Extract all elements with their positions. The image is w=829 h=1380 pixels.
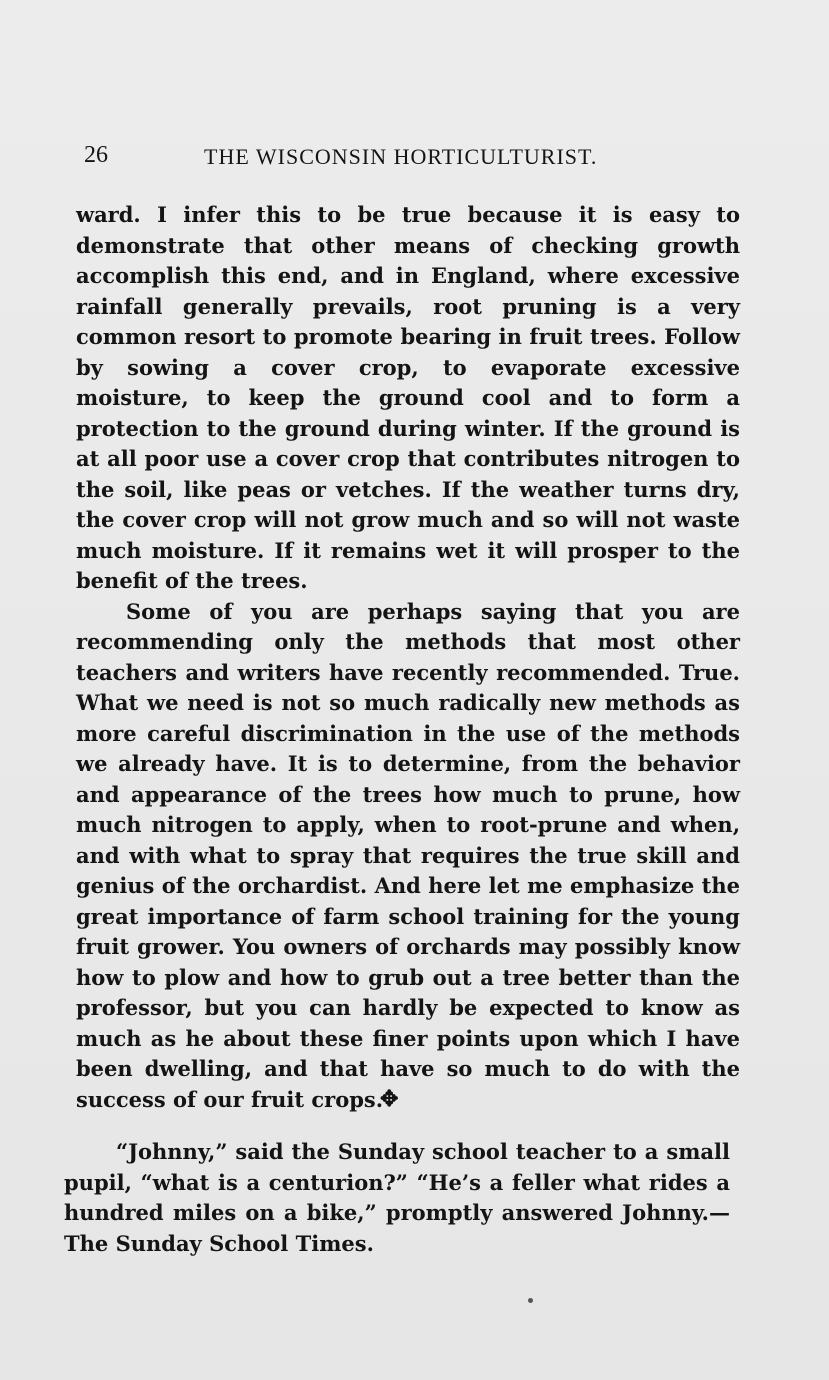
anecdote-text: “Johnny,” said the Sunday school teacher to a small pupil, “what is a centurion?” “He’s a feller what rides a hundred miles on a bike,” promptly answered Johnny.—The Sunday School Times. (64, 1139, 730, 1256)
paragraph-2: Some of you are perhaps saying that you are recommending only the methods that most other teachers and writers have recently recommended. True. What we need is not so much radically new methods as more careful discrimination in the use of the methods we already have. It is to determine, from the behavior and appearance of the trees how much to prune, how much nitrogen to apply, when to root-prune and when, and with what to spray that requires the true skill and genius of the orchardist. And here let me emphasize the great importance of farm school training for the young fruit grower. You owners of orchards may possibly know how to plow and how to grub out a tree better than the professor, but you can hardly be expected to know as much as he about these finer points upon which I have been dwelling, and that have so much to do with the success of our fruit crops. (76, 598, 740, 1112)
page-header (84, 142, 754, 182)
section-ornament-icon: ✥ (380, 1086, 399, 1112)
paragraph-1: ward. I infer this to be true because it is easy to demonstrate that other means of checking growth accomplish this end, and in England, where excessive rainfall generally prevails, root pruning is a very common resort to promote bearing in fruit trees. Follow by sowing a cover crop, to evaporate excessive moisture, to keep the ground cool and to form a protection to the ground during winter. If the ground is at all poor use a cover crop that contributes nitrogen to the soil, like peas or vetches. If the weather turns dry, the cover crop will not grow much and so will not waste much moisture. If it remains wet it will prosper to the benefit of the trees. (76, 202, 740, 593)
anecdote-block (64, 1137, 730, 1259)
print-speck (528, 1298, 533, 1303)
page-number: 26 (84, 142, 108, 168)
main-article-text (76, 200, 740, 1115)
running-title: THE WISCONSIN HORTICULTURIST. (204, 144, 598, 169)
